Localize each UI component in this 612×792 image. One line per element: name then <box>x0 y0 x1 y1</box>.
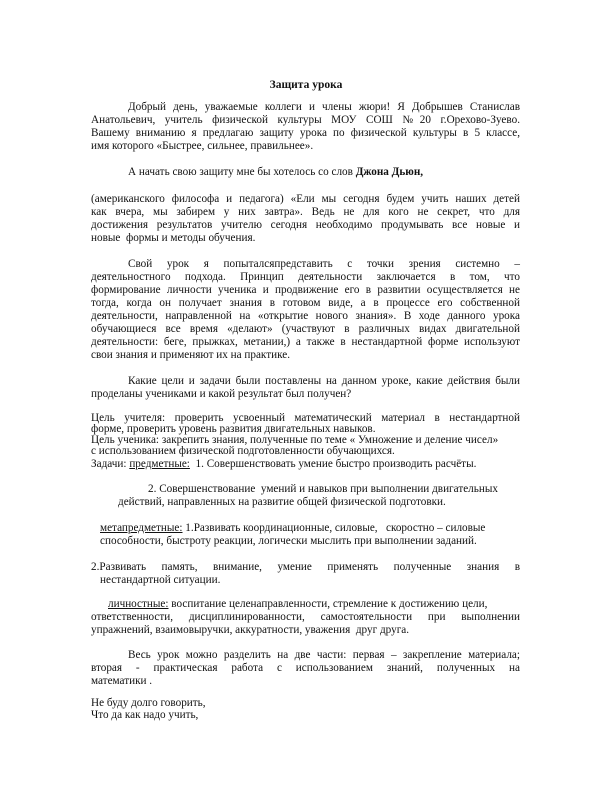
goal-teacher-line: форме, проверить уровень развития двигательных навыков. <box>91 423 376 435</box>
meta-text-1: 1.Развивать координационные, силовые, скоростно – силовые <box>182 522 486 534</box>
approach-line: свои знания и применяют их на практике. <box>91 349 291 361</box>
meta-line <box>100 522 485 535</box>
goal-student-line: Цель ученика: закрепить знания, полученные по теме « Умножение и деление чисел» <box>91 434 499 446</box>
approach-line: деятельностного подхода. Принцип деятельности заключается в том, что <box>91 271 520 283</box>
intro-line: Добрый день, уважаемые коллеги и члены жюри! Я Добрышев Станислав <box>128 101 520 113</box>
quote-intro-text: А начать свою защиту мне бы хотелось со слов <box>128 166 356 178</box>
subject-task-2-line: 2. Совершенствование умений и навыков при выполнении двигательных <box>148 483 498 495</box>
quote-author: Джона Дьюн, <box>355 166 424 178</box>
parts-line: математики . <box>91 675 153 687</box>
approach-line: деятельности, направленной на «открытие нового знания». В ходе данного урока <box>91 310 520 322</box>
approach-line: деятельности: беге, прыжках, метании,) а также в нестандартной форме используют <box>91 336 520 348</box>
meta-task-2-line: 2.Развивать память, внимание, умение применять полученные знания в <box>91 561 520 573</box>
meta-label: метапредметные: <box>100 522 183 534</box>
personal-text-1: воспитание целенаправленности, стремление к достижению цели, <box>168 598 488 610</box>
goal-student-line: с использованием физической подготовленности обучающихся. <box>91 445 395 457</box>
intro-line: имя которого «Быстрее, сильнее, правильнее». <box>91 140 314 152</box>
subject-task-2-line: действий, направленных на развитие общей физической подготовки. <box>118 496 446 508</box>
approach-line: тогда, когда он получает знания в готовом виде, а в процессе его собственной <box>91 297 520 309</box>
tasks-line <box>91 458 476 471</box>
meta-task-2-line: нестандартной ситуации. <box>100 574 221 586</box>
subject-label: предметные: <box>129 458 190 470</box>
page-title: Защита урока <box>269 79 343 91</box>
parts-line: Весь урок можно разделить на две части: первая – закрепление материала; <box>128 649 520 661</box>
poem-line: Не буду долго говорить, <box>91 697 206 709</box>
goal-teacher-line: Цель учителя: проверить усвоенный математический материал в нестандартной <box>91 412 520 424</box>
intro-line: Вашему вниманию я предлагаю защиту урока по физической культуры в 5 классе, <box>91 127 520 139</box>
poem-line: Что да как надо учить, <box>91 709 199 721</box>
personal-line: упражнений, взаимовыручки, аккуратности, уважения друг друга. <box>91 624 410 636</box>
question-line: Какие цели и задачи были поставлены на данном уроке, какие действия были <box>128 375 520 387</box>
personal-label: личностные: <box>108 598 169 610</box>
personal-line <box>108 598 487 611</box>
subject-task-1: 1. Совершенствовать умение быстро производить расчёты. <box>189 458 477 470</box>
approach-line: формирование личности ученика и продвижение его в развитии осуществляется не <box>91 284 520 296</box>
question-line: проделаны учениками и какой результат был получен? <box>91 388 352 400</box>
meta-line: способности, быстроту реакции, логически мыслить при выполнении заданий. <box>100 535 477 547</box>
quote-line: как вчера, мы забирем у них завтра». Ведь не для кого не секрет, что для <box>91 206 520 218</box>
quote-line: (американского философа и педагога) «Ели мы сегодня будем учить наших детей <box>91 193 520 205</box>
quote-line: достижения результатов учителю сегодня необходимо продумывать все новые и <box>91 219 520 231</box>
approach-line: обучающиеся все время «делают» (участвуют в различных видах двигательной <box>91 323 520 335</box>
intro-line: Анатольевич, учитель физической культуры МОУ СОШ №20 г.Орехово-Зуево. <box>91 114 520 126</box>
parts-line: вторая - практическая работа с использованием знаний, полученных на <box>91 662 520 674</box>
tasks-label: Задачи: <box>91 458 130 470</box>
quote-intro <box>128 166 423 179</box>
personal-line: ответственности, дисциплинированности, самостоятельности при выполнении <box>91 611 520 623</box>
approach-line: Свой урок я попыталсяпредставить с точки зрения системно – <box>128 258 520 270</box>
quote-line: новые формы и методы обучения. <box>91 232 256 244</box>
